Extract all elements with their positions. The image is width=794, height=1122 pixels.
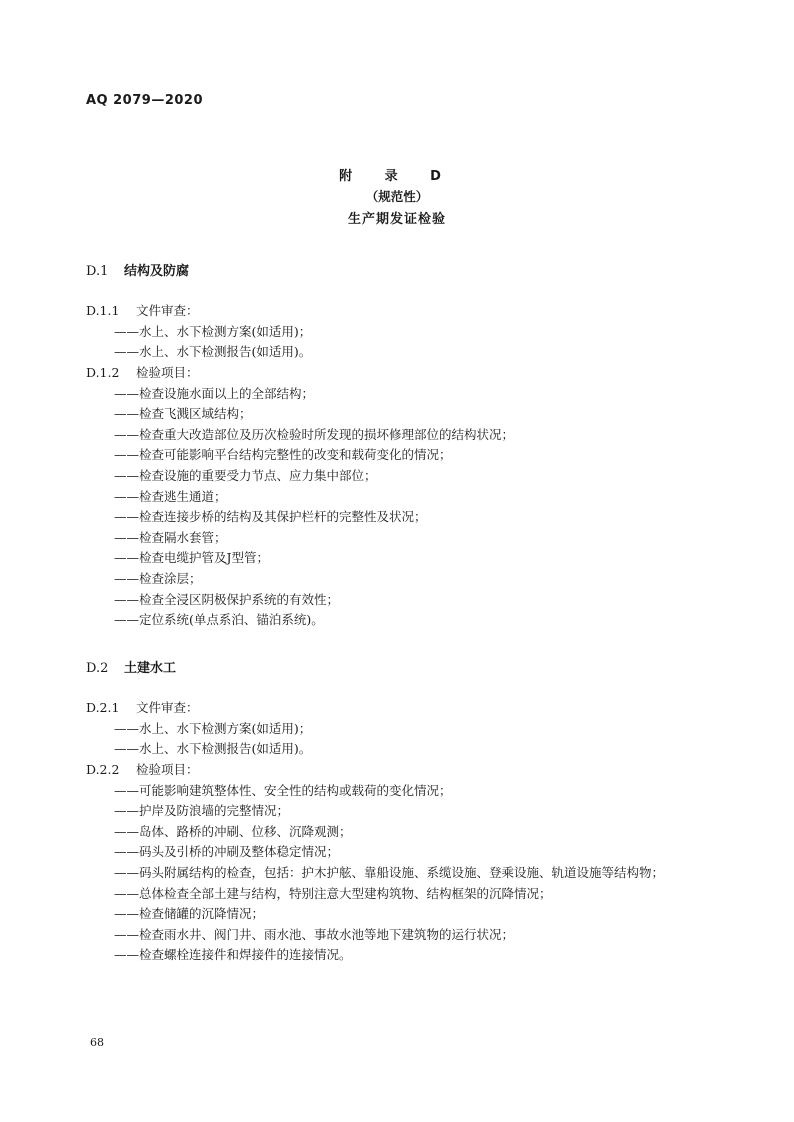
list-item: ——检查储罐的沉降情况； xyxy=(114,906,265,922)
list-item: ——总体检查全部土建与结构，特别注意大型建构筑物、结构框架的沉降情况； xyxy=(114,885,552,901)
list-item: ——水上、水下检测方案(如适用)； xyxy=(114,323,312,339)
list-item: ——检查全浸区阴极保护系统的有效性； xyxy=(114,591,340,607)
subsection-d2-2 xyxy=(86,760,726,966)
annex-subject: 生产期发证检验 xyxy=(347,212,446,227)
list-item: ——检查电缆护管及J型管； xyxy=(114,550,270,566)
subsection-number: D.2.1 xyxy=(86,700,120,715)
list-item: ——检查设施的重要受力节点、应力集中部位； xyxy=(114,467,377,483)
document-code: AQ 2079—2020 xyxy=(86,93,204,108)
subsection-d2-1 xyxy=(86,698,726,760)
subsection-d1-2 xyxy=(86,363,726,631)
list-item: ——检查螺栓连接件和焊接件的连接情况。 xyxy=(114,947,352,963)
list-item: ——可能影响建筑整体性、安全性的结构或载荷的变化情况； xyxy=(114,782,452,798)
section-heading-d2 xyxy=(86,657,176,676)
subsection-title: 文件审查： xyxy=(136,700,199,715)
subsection-number: D.1.1 xyxy=(86,303,120,318)
list-item: ——水上、水下检测方案(如适用)； xyxy=(114,720,312,736)
list-item: ——岛体、路桥的冲刷、位移、沉降观测； xyxy=(114,823,352,839)
section-number: D.1 xyxy=(86,264,109,279)
list-item: ——检查雨水井、阀门井、雨水池、事故水池等地下建筑物的运行状况； xyxy=(114,926,515,942)
list-item: ——水上、水下检测报告(如适用)。 xyxy=(114,344,312,360)
list-item: ——检查飞溅区域结构； xyxy=(114,406,252,422)
list-item: ——护岸及防浪墙的完整情况； xyxy=(114,803,290,819)
list-item: ——检查连接步桥的结构及其保护栏杆的完整性及状况； xyxy=(114,509,427,525)
list-item: ——检查设施水面以上的全部结构； xyxy=(114,385,315,401)
list-item: ——检查逃生通道； xyxy=(114,488,227,504)
list-item: ——水上、水下检测报告(如适用)。 xyxy=(114,741,312,757)
subsection-number: D.2.2 xyxy=(86,762,120,777)
subsection-heading xyxy=(86,698,726,719)
list-item: ——检查重大改造部位及历次检验时所发现的损坏修理部位的结构状况； xyxy=(114,426,515,442)
page-number: 68 xyxy=(90,1036,104,1049)
subsection-title: 检验项目： xyxy=(136,365,199,380)
list-item: ——检查涂层； xyxy=(114,570,202,586)
section-number: D.2 xyxy=(86,661,109,676)
section-title: 结构及防腐 xyxy=(124,264,190,279)
list-item: ——码头附属结构的检查，包括：护木护舷、靠船设施、系缆设施、登乘设施、轨道设施等结构物； xyxy=(114,864,665,880)
list-item: ——检查隔水套管； xyxy=(114,529,227,545)
annex-nature: （规范性） xyxy=(365,189,429,204)
subsection-d1-1 xyxy=(86,301,726,363)
list-item: ——码头及引桥的冲刷及整体稳定情况； xyxy=(114,844,340,860)
subsection-heading xyxy=(86,363,726,384)
subsection-heading xyxy=(86,301,726,322)
subsection-title: 文件审查： xyxy=(136,303,199,318)
annex-title: 附 录 D xyxy=(339,169,455,184)
list-item: ——定位系统(单点系泊、锚泊系统)。 xyxy=(114,612,324,628)
list-item: ——检查可能影响平台结构完整性的改变和载荷变化的情况； xyxy=(114,447,452,463)
section-heading-d1 xyxy=(86,260,189,279)
section-title: 土建水工 xyxy=(124,661,177,676)
subsection-title: 检验项目： xyxy=(136,762,199,777)
subsection-heading xyxy=(86,760,726,781)
subsection-number: D.1.2 xyxy=(86,365,120,380)
